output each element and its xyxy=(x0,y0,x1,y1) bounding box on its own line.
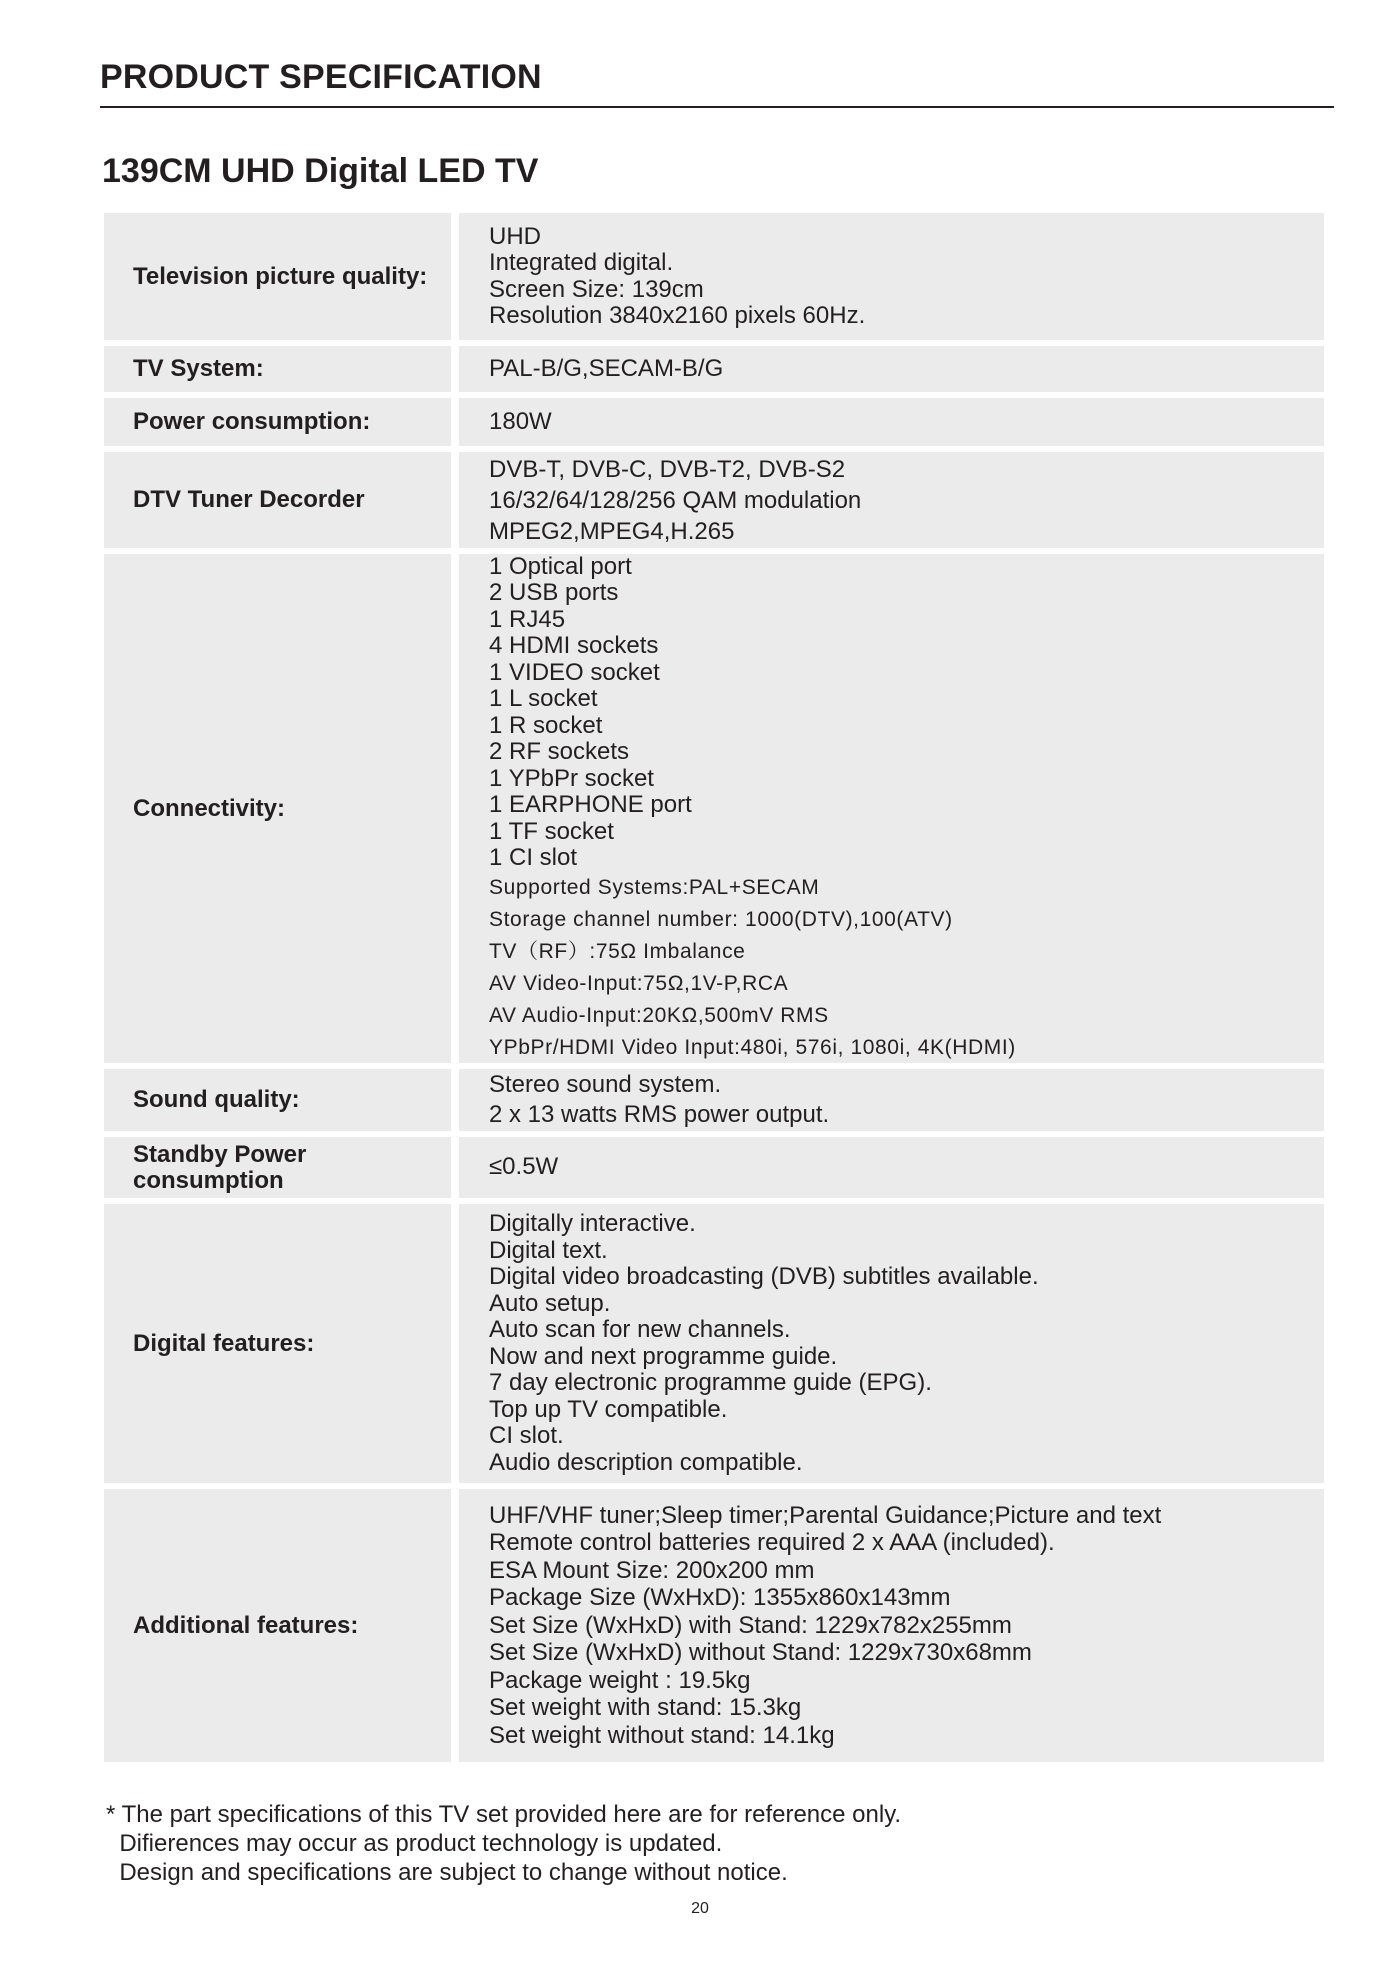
footnote-line: * The part specifications of this TV set provided here are for reference only. xyxy=(106,1801,902,1828)
model-title: 139CM UHD Digital LED TV xyxy=(102,152,539,190)
spec-line: Package Size (WxHxD): 1355x860x143mm xyxy=(489,1584,951,1612)
spec-line: Remote control batteries required 2 x AAA (included). xyxy=(489,1529,1055,1557)
spec-line: 1 L socket xyxy=(489,685,598,712)
spec-detail-line: YPbPr/HDMI Video Input:480i, 576i, 1080i, 4K(HDMI) xyxy=(489,1035,1016,1059)
spec-label: Power consumption: xyxy=(104,398,451,446)
spec-line: Auto scan for new channels. xyxy=(489,1316,791,1343)
spec-detail-line: AV Video-Input:75Ω,1V-P,RCA xyxy=(489,971,789,995)
page-heading: PRODUCT SPECIFICATION xyxy=(100,58,542,96)
spec-row-picture-quality xyxy=(104,213,1324,340)
spec-line: 4 HDMI sockets xyxy=(489,632,659,659)
spec-value xyxy=(459,554,1324,1063)
spec-line: Audio description compatible. xyxy=(489,1448,803,1476)
spec-value xyxy=(459,1069,1324,1131)
spec-line: Top up TV compatible. xyxy=(489,1395,728,1423)
spec-table xyxy=(104,213,1324,1768)
spec-line: Now and next programme guide. xyxy=(489,1342,838,1370)
spec-line: 2 USB ports xyxy=(489,579,619,606)
spec-row-power-consumption xyxy=(104,398,1324,446)
footnote-line: Difierences may occur as product technology is updated. xyxy=(106,1830,723,1857)
spec-line: UHD xyxy=(489,222,541,250)
spec-line: 1 EARPHONE port xyxy=(489,791,692,818)
spec-line: 1 R socket xyxy=(489,711,603,739)
spec-label: Standby Power consumption xyxy=(104,1137,451,1198)
spec-label: Digital features: xyxy=(104,1204,451,1483)
spec-line: Set weight with stand: 15.3kg xyxy=(489,1694,802,1722)
spec-line: 1 VIDEO socket xyxy=(489,658,660,686)
spec-row-sound-quality xyxy=(104,1069,1324,1131)
spec-line: Set Size (WxHxD) without Stand: 1229x730x68mm xyxy=(489,1639,1032,1667)
spec-row-standby-power xyxy=(104,1137,1324,1198)
spec-row-additional-features xyxy=(104,1489,1324,1762)
page-number: 20 xyxy=(691,1900,709,1917)
spec-label: Television picture quality: xyxy=(104,213,451,340)
spec-detail-line: TV（RF）:75Ω Imbalance xyxy=(489,939,746,963)
spec-value xyxy=(459,346,1324,392)
spec-line: ESA Mount Size: 200x200 mm xyxy=(489,1556,815,1584)
spec-line: Resolution 3840x2160 pixels 60Hz. xyxy=(489,302,866,329)
spec-line: ≤0.5W xyxy=(489,1153,559,1181)
spec-line: 2 RF sockets xyxy=(489,738,630,765)
spec-line: UHF/VHF tuner;Sleep timer;Parental Guidance;Picture and text xyxy=(489,1501,1162,1529)
spec-line: 2 x 13 watts RMS power output. xyxy=(489,1101,830,1128)
spec-line: 1 YPbPr socket xyxy=(489,764,654,792)
spec-label: TV System: xyxy=(104,346,451,392)
spec-line: CI slot. xyxy=(489,1422,564,1449)
spec-line: Digitally interactive. xyxy=(489,1210,696,1237)
spec-line: Stereo sound system. xyxy=(489,1071,722,1098)
spec-label: Sound quality: xyxy=(104,1069,451,1131)
footnote-line: Design and specifications are subject to change without notice. xyxy=(106,1859,788,1886)
spec-line: PAL-B/G,SECAM-B/G xyxy=(489,354,724,382)
spec-detail-line: AV Audio-Input:20KΩ,500mV RMS xyxy=(489,1003,829,1027)
spec-line: 1 RJ45 xyxy=(489,605,566,633)
spec-line: Digital text. xyxy=(489,1236,608,1264)
spec-value xyxy=(459,1204,1324,1483)
spec-line: 16/32/64/128/256 QAM modulation xyxy=(489,486,862,514)
spec-line: Auto setup. xyxy=(489,1289,611,1317)
spec-line: Screen Size: 139cm xyxy=(489,275,704,303)
spec-value xyxy=(459,1137,1324,1198)
spec-label: Connectivity: xyxy=(104,554,451,1063)
spec-line: 7 day electronic programme guide (EPG). xyxy=(489,1369,932,1396)
spec-row-connectivity xyxy=(104,554,1324,1063)
spec-line: 1 TF socket xyxy=(489,817,614,845)
spec-row-dtv-tuner xyxy=(104,452,1324,548)
spec-detail-line: Supported Systems:PAL+SECAM xyxy=(489,875,820,899)
heading-divider xyxy=(100,106,1334,108)
spec-label: DTV Tuner Decorder xyxy=(104,452,451,548)
spec-line: Integrated digital. xyxy=(489,249,674,276)
spec-line: Set weight without stand: 14.1kg xyxy=(489,1721,835,1749)
spec-value xyxy=(459,398,1324,446)
spec-line: 180W xyxy=(489,407,552,435)
spec-line: 1 CI slot xyxy=(489,844,578,871)
spec-label: Additional features: xyxy=(104,1489,451,1762)
spec-row-digital-features xyxy=(104,1204,1324,1483)
spec-line: MPEG2,MPEG4,H.265 xyxy=(489,517,735,545)
spec-detail-line: Storage channel number: 1000(DTV),100(ATV) xyxy=(489,907,953,931)
spec-line: 1 Optical port xyxy=(489,552,632,580)
footnote xyxy=(106,1800,901,1887)
spec-line: Digital video broadcasting (DVB) subtitles available. xyxy=(489,1263,1039,1290)
spec-value xyxy=(459,452,1324,548)
spec-line: Package weight : 19.5kg xyxy=(489,1666,751,1694)
spec-line: Set Size (WxHxD) with Stand: 1229x782x255mm xyxy=(489,1611,1012,1639)
spec-line: DVB-T, DVB-C, DVB-T2, DVB-S2 xyxy=(489,455,846,483)
spec-value xyxy=(459,1489,1324,1762)
spec-value xyxy=(459,213,1324,340)
spec-row-tv-system xyxy=(104,346,1324,392)
